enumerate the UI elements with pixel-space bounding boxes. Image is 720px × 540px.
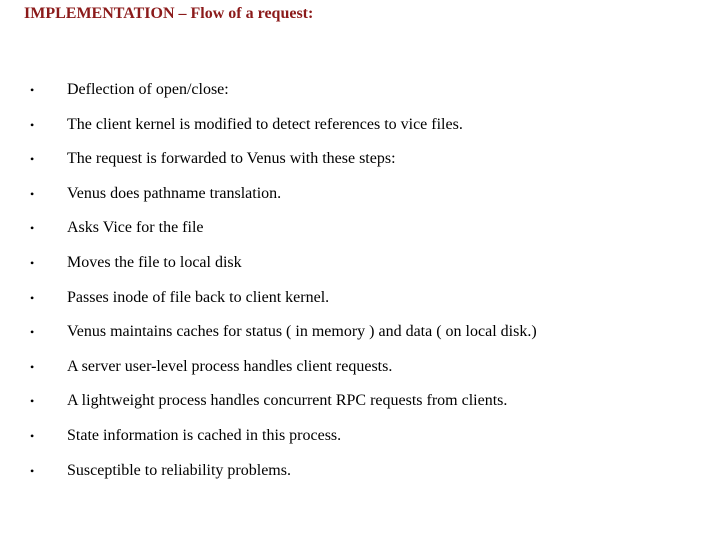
- bullet-text: The client kernel is modified to detect references to vice files.: [67, 115, 463, 133]
- bullet-text: A server user-level process handles client requests.: [67, 357, 393, 375]
- bullet-icon: •: [30, 255, 35, 270]
- list-item: [0, 284, 720, 319]
- bullet-icon: •: [30, 359, 35, 374]
- bullet-text: The request is forwarded to Venus with these steps:: [67, 150, 396, 168]
- bullet-text: State information is cached in this process.: [67, 426, 342, 444]
- list-item: [0, 249, 720, 284]
- list-item: [0, 353, 720, 388]
- bullet-icon: •: [30, 117, 35, 132]
- bullet-list: [0, 76, 720, 491]
- bullet-icon: •: [30, 428, 35, 443]
- bullet-icon: •: [30, 186, 35, 201]
- bullet-icon: •: [30, 152, 35, 167]
- bullet-text: Passes inode of file back to client kernel.: [67, 288, 330, 306]
- bullet-icon: •: [30, 221, 35, 236]
- bullet-icon: •: [30, 83, 35, 97]
- bullet-icon: •: [30, 394, 35, 409]
- slide-title: IMPLEMENTATION – Flow of a request:: [24, 5, 314, 22]
- list-item: [0, 111, 720, 146]
- bullet-text: Moves the file to local disk: [67, 253, 242, 271]
- bullet-text: Susceptible to reliability problems.: [67, 461, 291, 479]
- list-item: [0, 422, 720, 457]
- bullet-icon: •: [30, 325, 35, 340]
- bullet-text: A lightweight process handles concurrent RPC requests from clients.: [67, 392, 508, 410]
- list-item: [0, 180, 720, 215]
- bullet-icon: •: [30, 463, 35, 478]
- list-item: [0, 214, 720, 249]
- list-item: [0, 318, 720, 353]
- list-item: [0, 457, 720, 492]
- list-item: [0, 76, 720, 111]
- bullet-text: Asks Vice for the file: [67, 219, 204, 237]
- list-item: [0, 387, 720, 422]
- bullet-text: Venus does pathname translation.: [67, 184, 282, 202]
- bullet-text: Deflection of open/close:: [67, 81, 229, 98]
- list-item: [0, 145, 720, 180]
- bullet-text: Venus maintains caches for status ( in memory ) and data ( on local disk.): [67, 323, 537, 341]
- bullet-icon: •: [30, 290, 35, 305]
